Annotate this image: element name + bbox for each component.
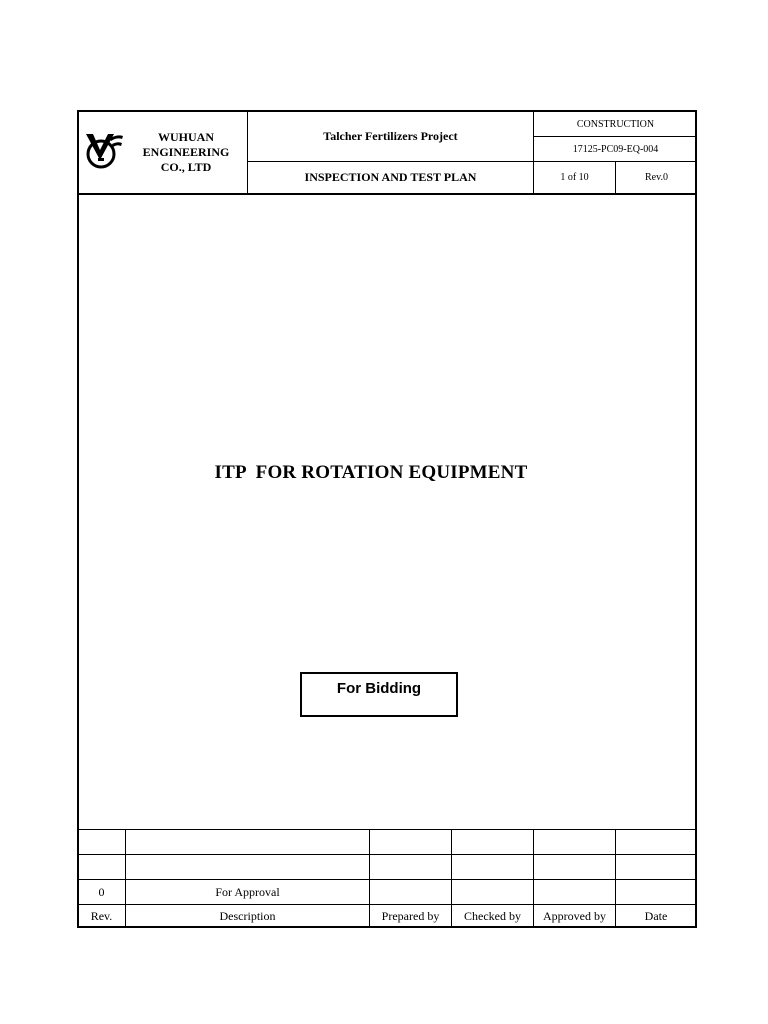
project-title: Talcher Fertilizers Project bbox=[323, 129, 458, 143]
company-name-line-2: ENGINEERING bbox=[142, 144, 230, 159]
document-frame bbox=[77, 110, 697, 928]
header-bottom-rule bbox=[77, 193, 697, 195]
main-title: ITP FOR ROTATION EQUIPMENT bbox=[214, 462, 528, 483]
col-header-rev: Rev. bbox=[90, 908, 113, 923]
col-header-checked-by: Checked by bbox=[464, 908, 521, 923]
company-name-line-3: CO., LTD bbox=[160, 159, 212, 174]
col-header-date: Date bbox=[644, 908, 668, 923]
company-name-line-1: WUHUAN bbox=[158, 129, 214, 144]
col-header-description: Description bbox=[219, 908, 276, 923]
page-info: 1 of 10 bbox=[560, 172, 589, 183]
phase-label: CONSTRUCTION bbox=[576, 118, 655, 130]
revision-label: Rev.0 bbox=[645, 172, 668, 183]
for-bidding-stamp bbox=[300, 672, 458, 717]
col-header-approved-by: Approved by bbox=[543, 908, 606, 923]
col-header-prepared-by: Prepared by bbox=[381, 908, 440, 923]
company-logo-icon bbox=[84, 130, 124, 172]
table-row-rev: 0 bbox=[98, 884, 105, 899]
document-title: INSPECTION AND TEST PLAN bbox=[304, 170, 477, 184]
table-row-description: For Approval bbox=[215, 884, 280, 899]
for-bidding-label: For Bidding bbox=[336, 680, 422, 697]
company-name bbox=[125, 128, 247, 176]
rev-table-top-rule bbox=[77, 829, 697, 830]
rev-table-rule-1 bbox=[77, 854, 697, 855]
document-number: 17125-PC09-EQ-004 bbox=[572, 143, 659, 155]
